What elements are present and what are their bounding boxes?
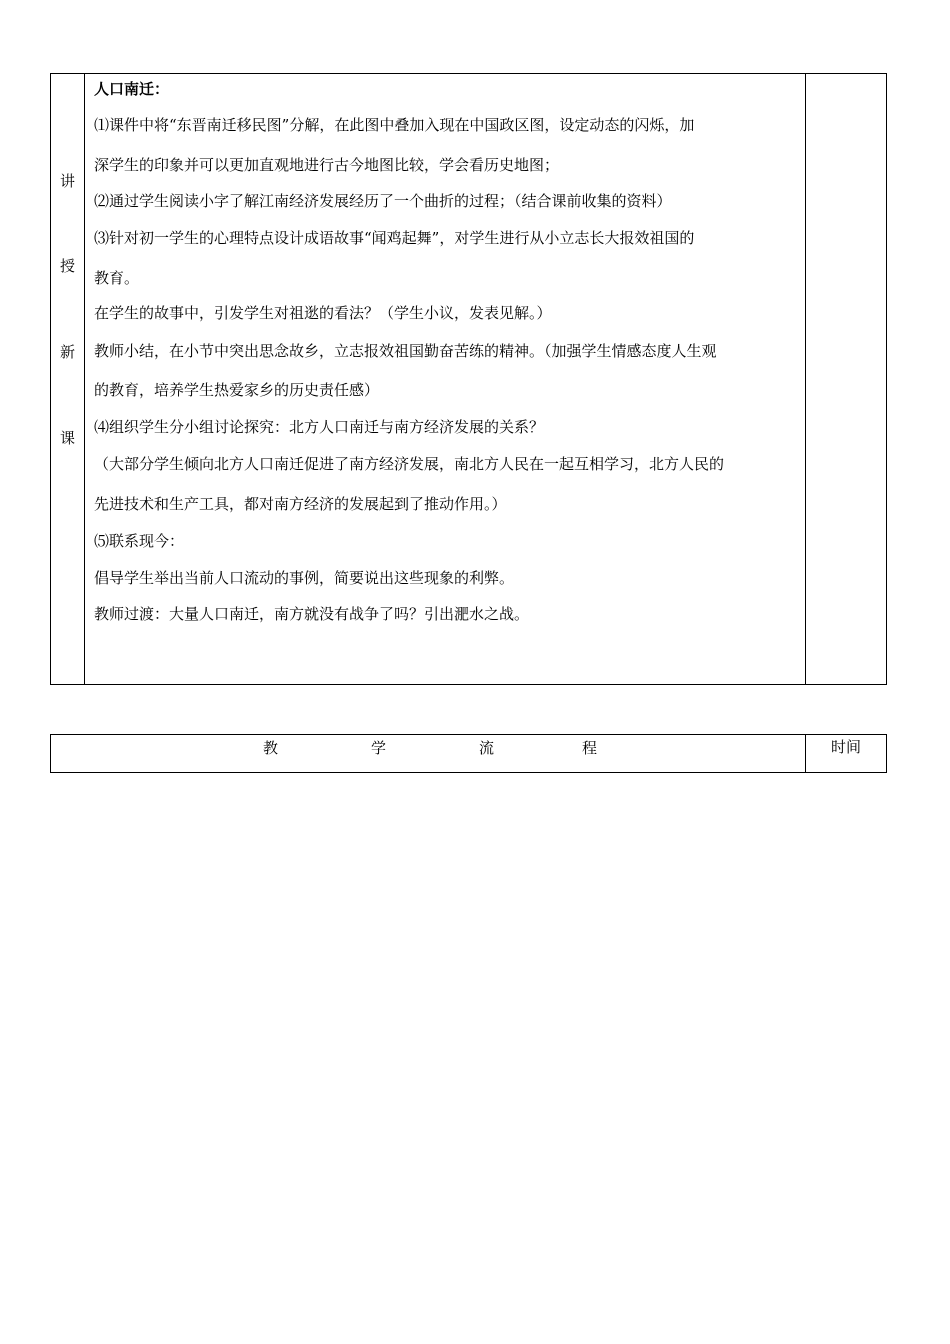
lesson-table [50,73,887,685]
content-line: 在学生的故事中，引发学生对祖逖的看法？（学生小议，发表见解。） [94,304,552,322]
content-line: ⑴课件中将“东晋南迁移民图”分解，在此图中叠加入现在中国政区图，设定动态的闪烁，加 [94,116,695,134]
flow-header-char: 程 [582,739,598,757]
flow-header-char: 流 [479,739,495,757]
side-label-char: 新 [59,343,75,361]
content-line: ⑸联系现今： [94,532,185,550]
flow-header-table [50,734,887,773]
time-header: 时间 [805,735,886,772]
side-label-char: 课 [59,429,75,447]
flow-header-char: 教 [263,739,279,757]
content-line: 先进技术和生产工具，都对南方经济的发展起到了推动作用。） [94,495,507,513]
content-line: 教师过渡：大量人口南迁，南方就没有战争了吗？引出淝水之战。 [94,605,530,623]
side-label-char: 授 [59,257,75,275]
content-line: 倡导学生举出当前人口流动的事例，简要说出这些现象的利弊。 [94,569,515,587]
content-line: 深学生的印象并可以更加直观地进行古今地图比较，学会看历史地图； [94,156,560,174]
time-column [805,74,886,684]
section-label-column [51,74,85,684]
content-line: 教师小结，在小节中突出思念故乡，立志报效祖国勤奋苦练的精神。（加强学生情感态度人生观 [94,342,717,360]
content-line: 教育。 [94,269,140,287]
flow-header-char: 学 [371,739,387,757]
content-line: （大部分学生倾向北方人口南迁促进了南方经济发展，南北方人民在一起互相学习，北方人民的 [94,455,725,473]
content-line: 的教育，培养学生热爱家乡的历史责任感） [94,381,380,399]
content-line: ⑶针对初一学生的心理特点设计成语故事“闻鸡起舞”，对学生进行从小立志长大报效祖国的 [94,229,695,247]
content-line: ⑵通过学生阅读小字了解江南经济发展经历了一个曲折的过程；（结合课前收集的资料） [94,192,672,210]
section-heading: 人口南迁： [94,80,170,98]
side-label-char: 讲 [59,172,75,190]
content-line: ⑷组织学生分小组讨论探究：北方人口南迁与南方经济发展的关系？ [94,418,545,436]
